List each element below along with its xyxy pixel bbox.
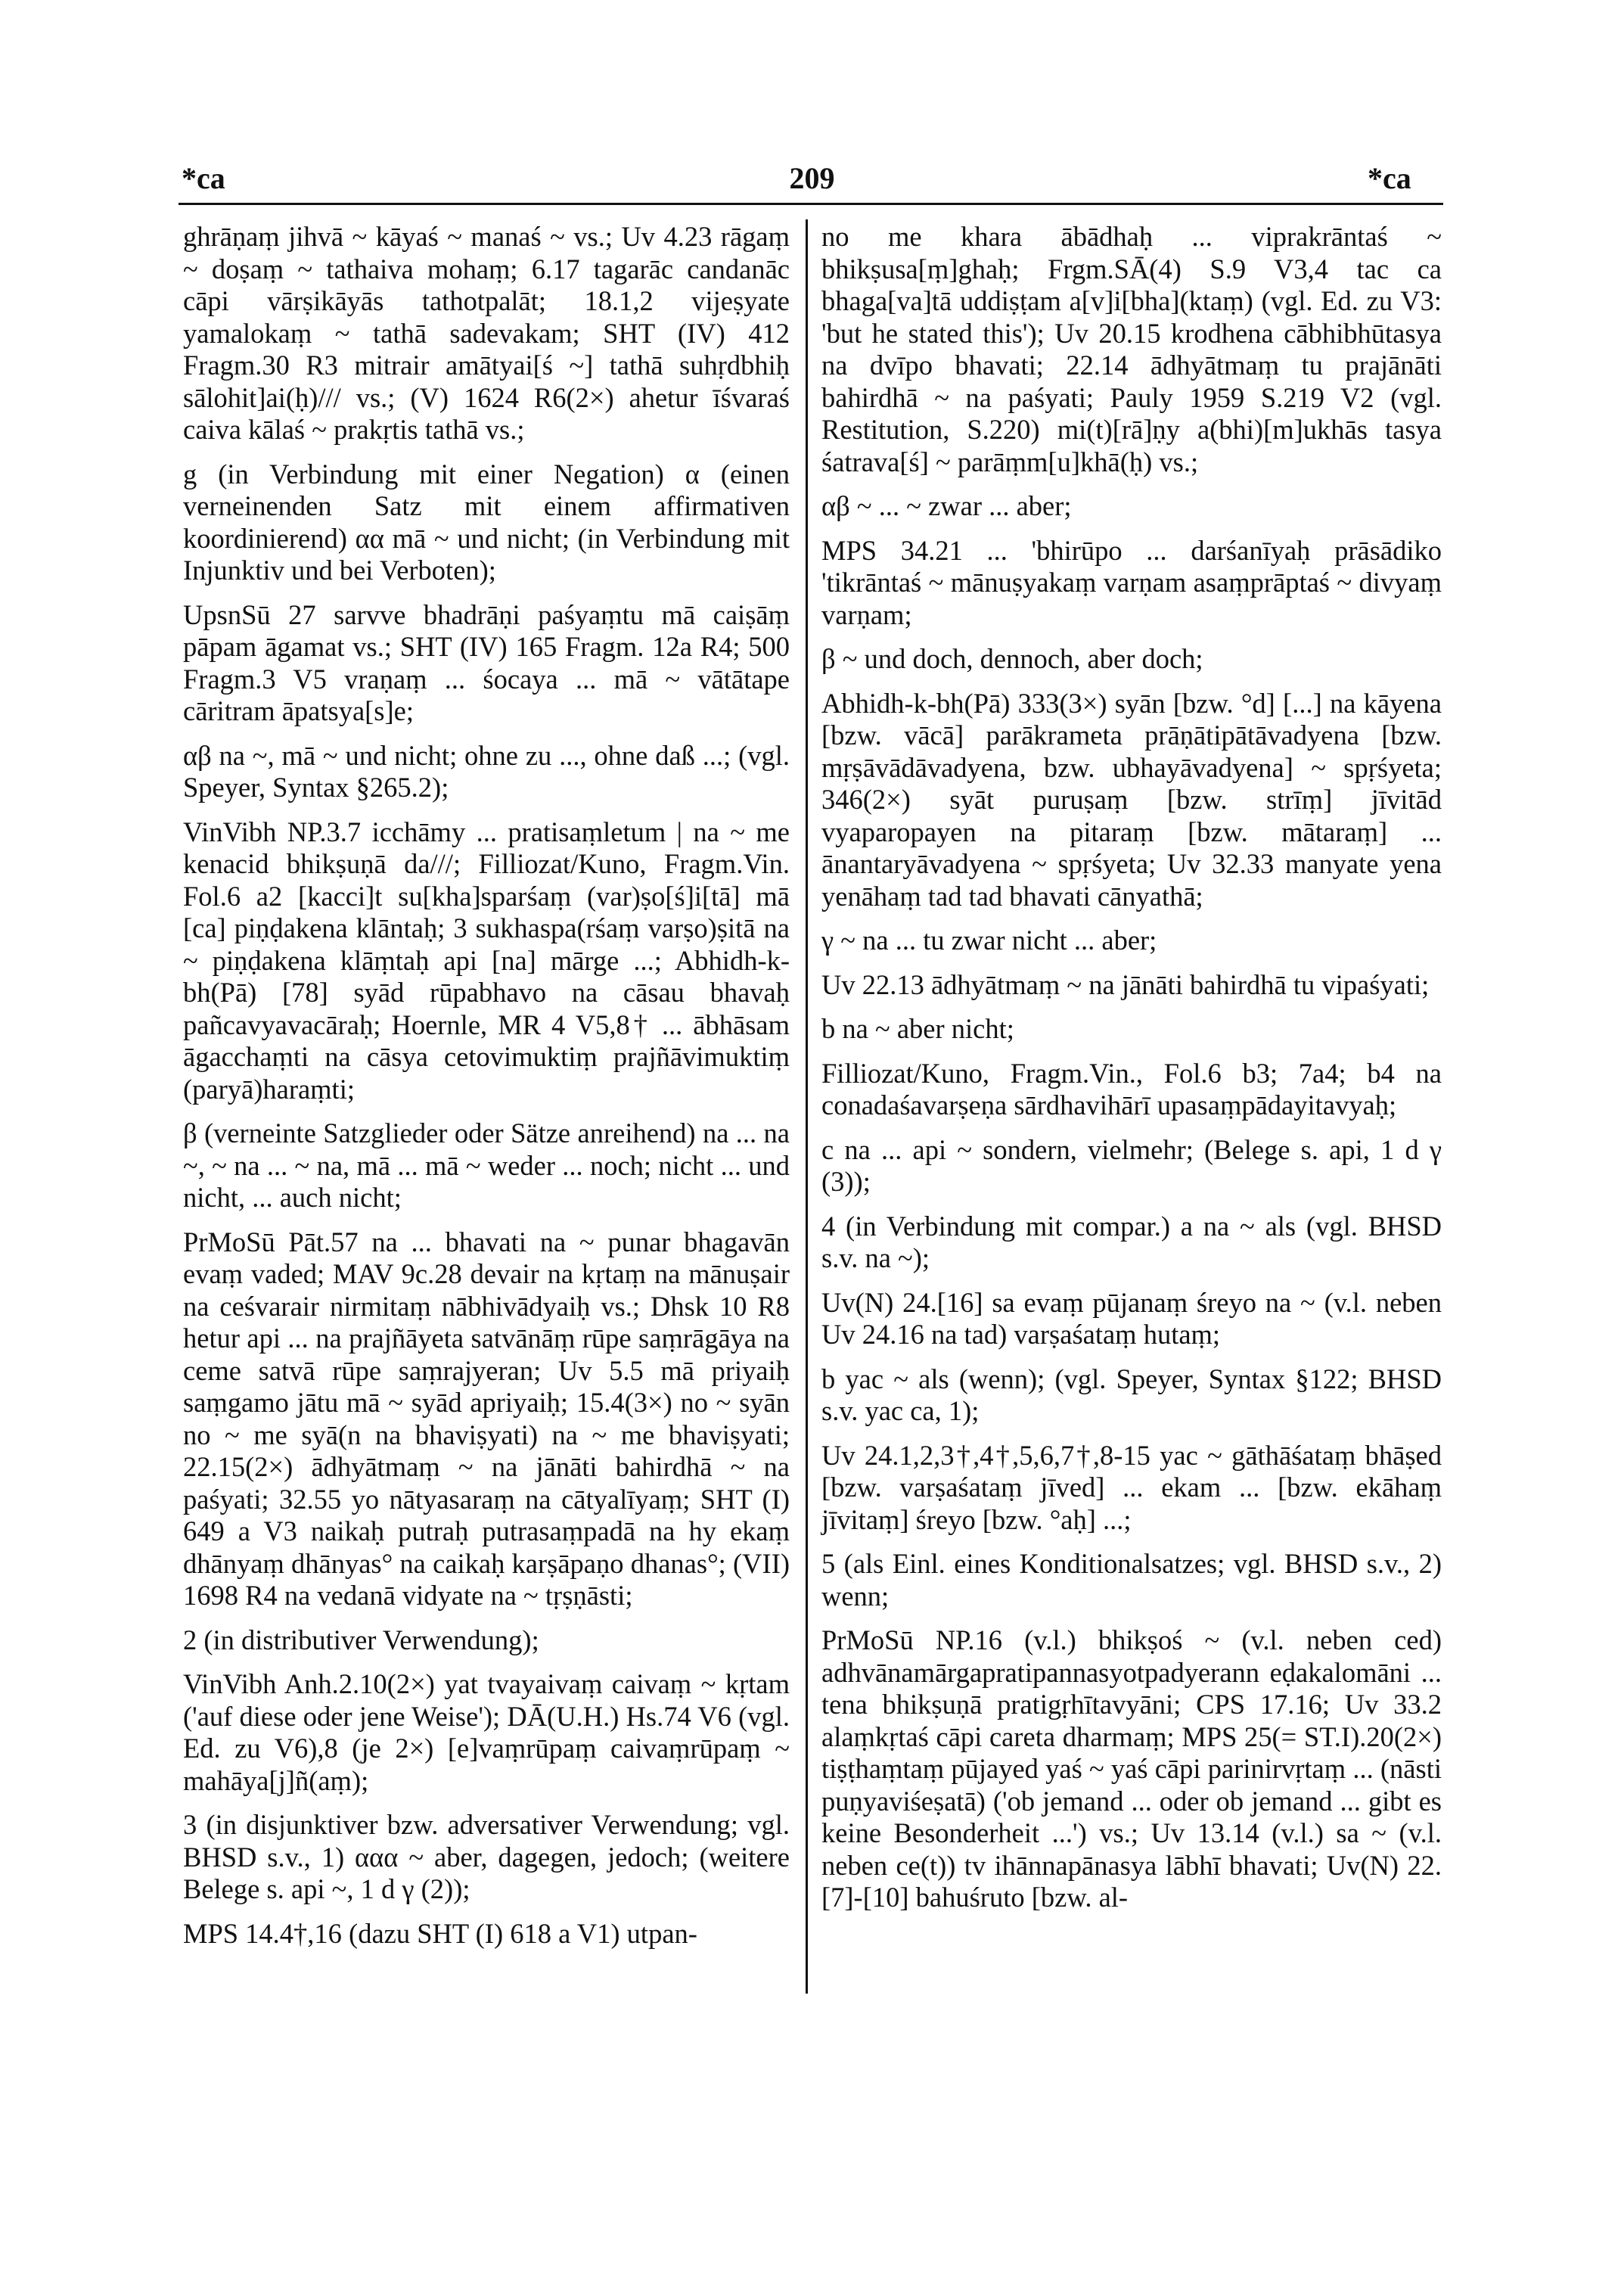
entry-paragraph: Uv(N) 24.[16] sa evaṃ pūjanaṃ śreyo na ~ (v.l. neben Uv 24.16 na tad) varṣaśataṃ hutaṃ; — [821, 1286, 1442, 1350]
entry-paragraph: Filliozat/Kuno, Fragm.Vin., Fol.6 b3; 7a4; b4 na conadaśavarṣeṇa sārdhavihārī upasaṃpādayitavyaḥ; — [821, 1057, 1442, 1121]
entry-heading: g (in Verbindung mit einer Negation) α (einen verneinenden Satz mit einem affirmativen koordinierend) αα mā ~ und nicht; (in Verbindung mit Injunktiv und bei Verboten); — [183, 458, 790, 586]
entry-paragraph: no me khara ābādhaḥ ... viprakrāntaś ~ bhikṣusa[ṃ]ghaḥ; Frgm.SĀ(4) S.9 V3,4 tac ca bhaga[va]tā uddiṣṭam a[v]i[bha](ktaṃ) (vgl. Ed. zu V3: 'but he stated this'); Uv 20.15 krodhena cābhibhūtasya na dvīpo bhavati; 22.14 ādhyātmaṃ tu prajānāti bahirdhā ~ na paśyati; Pauly 1959 S.219 V2 (vgl. Restitution, S.220) mi(t)[rā]ṇy a(bhi)[m]ukhās tasya śatrava[ś] ~ parāṃm[u]khā(ḥ) vs.; — [821, 221, 1442, 477]
header-right-keyword: *ca — [1368, 161, 1411, 195]
entry-paragraph: PrMoSū NP.16 (v.l.) bhikṣoś ~ (v.l. neben ced) adhvānamārgapratipannasyotpadyerann eḍakalomāni ... tena bhikṣuṇā pratigṛhītavyāni; CPS 17.16; Uv 33.2 alaṃkṛtaś cāpi careta dharmaṃ; MPS 25(= ST.I).20(2×) tiṣṭhaṃtaṃ pūjayed yaś ~ yaś cāpi parinirvṛtaṃ ... (nāsti puṇyaviśeṣatā) ('ob jemand ... oder ob jemand ... gibt es keine Besonderheit ...') vs.; Uv 13.14 (v.l.) sa ~ (v.l. neben ce(t)) tv ihānnapānasya lābhī bhavati; Uv(N) 22.[7]-[10] bahuśruto [bzw. al- — [821, 1624, 1442, 1913]
header-left-keyword: *ca — [182, 161, 225, 195]
entry-paragraph: PrMoSū Pāt.57 na ... bhavati na ~ punar bhagavān evaṃ vaded; MAV 9c.28 devair na kṛtaṃ na mānuṣair na ceśvarair nirmitaṃ nābhivādyaiḥ vs.; Dhsk 10 R8 hetur api ... na prajñāyeta satvānāṃ rūpe saṃrāgāya na ceme satvā rūpe saṃrajyeran; Uv 5.5 mā priyaiḥ saṃgamo jātu mā ~ syād apriyaiḥ; 15.4(3×) no ~ syān no ~ me syā(n na bhaviṣyati) na ~ me bhaviṣyati; 22.15(2×) ādhyātmaṃ ~ na jānāti bahirdhā ~ na paśyati; 32.55 yo nātyasaraṃ na cātyalīyaṃ; SHT (I) 649 a V3 naikaḥ putraḥ putrasaṃpadā na hy ekaṃ dhānyaṃ dhānyas° na caikaḥ karṣāpaṇo dhanas°; (VII) 1698 R4 na vedanā vidyate na ~ tṛṣṇāsti; — [183, 1226, 790, 1611]
entry-heading: β ~ und doch, dennoch, aber doch; — [821, 643, 1203, 674]
entry-heading: 2 (in distributiver Verwendung); — [183, 1624, 539, 1655]
entry-paragraph: UpsnSū 27 sarvve bhadrāṇi paśyaṃtu mā caiṣāṃ pāpam āgamat vs.; SHT (IV) 165 Fragm. 12a R4; 500 Fragm.3 V5 vraṇaṃ ... śocaya ... mā ~ vātātape cāritram āpatsya[s]e; — [183, 598, 790, 726]
page-number: 209 — [789, 161, 835, 195]
entry-paragraph: ghrāṇaṃ jihvā ~ kāyaś ~ manaś ~ vs.; Uv 4.23 rāgaṃ ~ doṣaṃ ~ tathaiva mohaṃ; 6.17 tagarāc candanāc cāpi vārṣikāyās tathotpalāt; 18.1,2 vijeṣyate yamalokaṃ ~ tathā sadevakam; SHT (IV) 412 Fragm.30 R3 mitrair amātyai[ś ~] tathā suhṛdbhiḥ sālohit]ai(ḥ)/// vs.; (V) 1624 R6(2×) ahetur īśvaraś caiva kālaś ~ prakṛtis tathā vs.; — [183, 221, 790, 445]
entry-heading: 5 (als Einl. eines Konditionalsatzes; vgl. BHSD s.v., 2) wenn; — [821, 1548, 1442, 1612]
entry-paragraph: Uv 24.1,2,3†,4†,5,6,7†,8-15 yac ~ gāthāśataṃ bhāṣed [bzw. varṣaśataṃ jīved] ... ekam ... [bzw. ekāhaṃ jīvitaṃ] śreyo [bzw. °aḥ] ...; — [821, 1439, 1442, 1535]
entry-heading: αβ ~ ... ~ zwar ... aber; — [821, 490, 1072, 521]
entry-heading: c na ... api ~ sondern, vielmehr; (Belege s. api, 1 d γ (3)); — [821, 1133, 1442, 1197]
header-rule — [179, 203, 1443, 205]
left-column — [183, 221, 790, 1950]
column-divider — [806, 219, 808, 1994]
entry-heading: 4 (in Verbindung mit compar.) a na ~ als (vgl. BHSD s.v. na ~); — [821, 1210, 1442, 1273]
entry-paragraph: Abhidh-k-bh(Pā) 333(3×) syān [bzw. °d] [...] na kāyena [bzw. vācā] parākrameta prāṇātipātāvadyena [bzw. mṛṣāvādāvadyena, bzw. ubhayāvadyena] ~ spṛśyeta; 346(2×) syāt puruṣaṃ [bzw. strīṃ] jīvitād vyaparopayen na pitaraṃ [bzw. mātaraṃ] ... ānantaryāvadyena ~ spṛśyeta; Uv 32.33 manyate yena yenāhaṃ tad tad bhavati cānyathā; — [821, 687, 1442, 912]
entry-paragraph: VinVibh NP.3.7 icchāmy ... pratisaṃletum | na ~ me kenacid bhikṣuṇā da///; Filliozat/Kuno, Fragm.Vin. Fol.6 a2 [kacci]t su[kha]sparśaṃ (var)ṣo[ś]i[tā] mā [ca] piṇḍakena klāntaḥ; 3 sukhaspa(rśaṃ varṣo)ṣitā na ~ piṇḍakena klāṃtaḥ api [na] mārge ...; Abhidh-k-bh(Pā) [78] syād rūpabhavo na cāsau bhavaḥ pañcavyavacāraḥ; Hoernle, MR 4 V5,8† ... ābhāsam āgacchaṃti na cāsya cetovimuktiṃ prajñāvimuktiṃ (paryā)haraṃti; — [183, 816, 790, 1105]
entry-heading: γ ~ na ... tu zwar nicht ... aber; — [821, 925, 1157, 956]
entry-heading: αβ na ~, mā ~ und nicht; ohne zu ..., ohne daß ...; (vgl. Speyer, Syntax §265.2); — [183, 739, 790, 803]
entry-heading: β (verneinte Satzglieder oder Sätze anreihend) na ... na ~, ~ na ... ~ na, mā ... mā ~ weder ... noch; nicht ... und nicht, ... auch nicht; — [183, 1117, 790, 1213]
entry-paragraph: VinVibh Anh.2.10(2×) yat tvayaivaṃ caivaṃ ~ kṛtam ('auf diese oder jene Weise'); DĀ(U.H.) Hs.74 V6 (vgl. Ed. zu V6),8 (je 2×) [e]vaṃrūpaṃ caivaṃrūpaṃ ~ mahāya[j]ñ(aṃ); — [183, 1668, 790, 1796]
right-column — [821, 221, 1442, 1914]
page-header — [0, 160, 1624, 206]
entry-heading: b na ~ aber nicht; — [821, 1013, 1014, 1044]
entry-paragraph: MPS 34.21 ... 'bhirūpo ... darśanīyaḥ prāsādiko 'tikrāntaś ~ mānuṣyakaṃ varṇam asaṃprāptaś ~ divyaṃ varṇam; — [821, 534, 1442, 630]
entry-heading: 3 (in disjunktiver bzw. adversativer Verwendung; vgl. BHSD s.v., 1) ααα ~ aber, dagegen, jedoch; (weitere Belege s. api ~, 1 d γ (2)); — [183, 1809, 790, 1904]
entry-heading: b yac ~ als (wenn); (vgl. Speyer, Syntax §122; BHSD s.v. yac ca, 1); — [821, 1363, 1442, 1426]
entry-paragraph: MPS 14.4†,16 (dazu SHT (I) 618 a V1) utpan- — [183, 1917, 697, 1949]
entry-paragraph: Uv 22.13 ādhyātmaṃ ~ na jānāti bahirdhā tu vipaśyati; — [821, 968, 1430, 1000]
